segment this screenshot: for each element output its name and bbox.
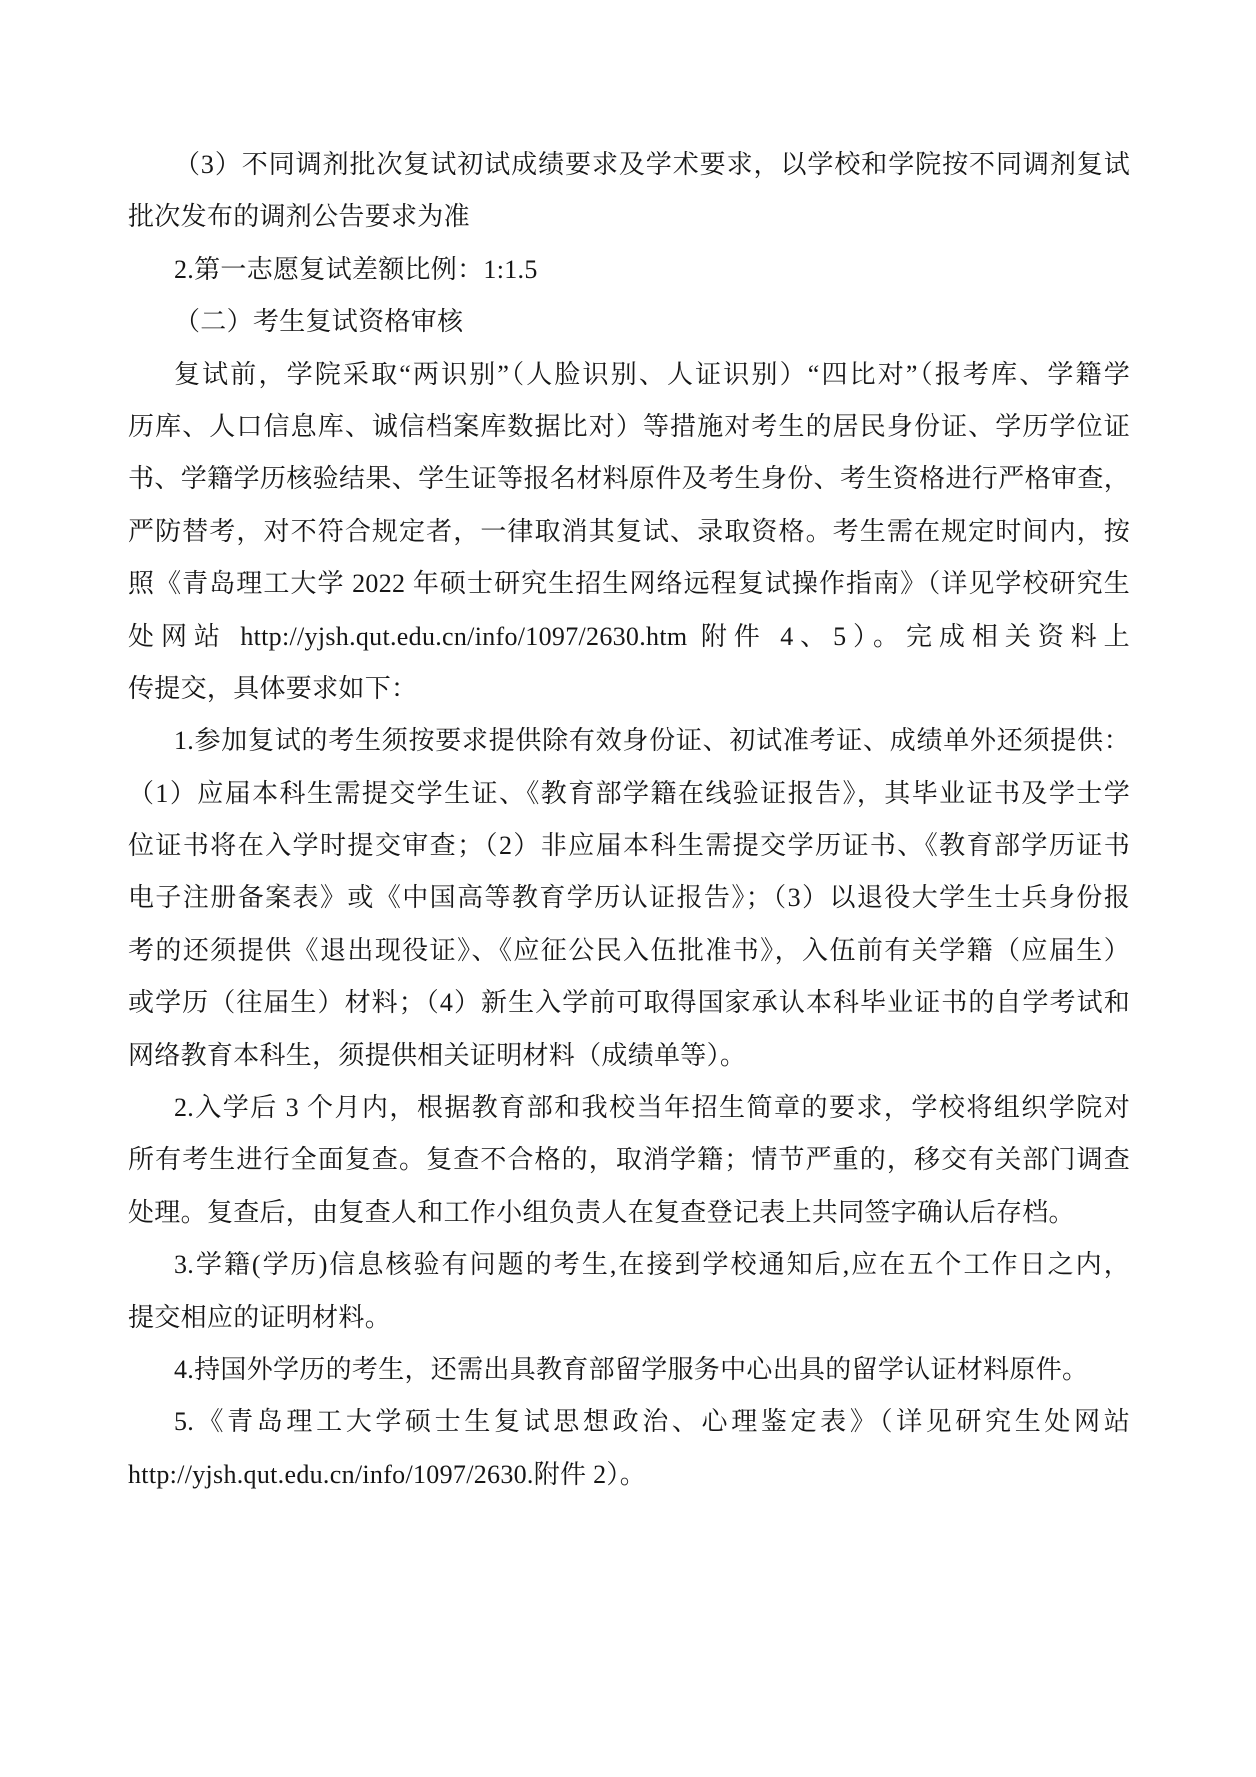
text-line: 严防替考，对不符合规定者，一律取消其复试、录取资格。考生需在规定时间内，按 [128, 516, 1130, 546]
text-line: 书、学籍学历核验结果、学生证等报名材料原件及考生身份、考生资格进行严格审查， [128, 464, 1130, 494]
text-line: 复试前，学院采取“两识别”（人脸识别、人证识别）“四比对”（报考库、学籍学 [174, 359, 1130, 389]
text-line: （3）不同调剂批次复试初试成绩要求及学术要求，以学校和学院按不同调剂复试 [174, 150, 1130, 179]
text-line: 1.参加复试的考生须按要求提供除有效身份证、初试准考证、成绩单外还须提供： [174, 726, 1130, 756]
text-line-with-url: 处网站 http://yjsh.qut.edu.cn/info/1097/2630.htm 附件 4、5）。完成相关资料上 [128, 621, 1130, 651]
section-heading: （二）考生复试资格审核 [174, 307, 464, 337]
text-line: 批次发布的调剂公告要求为准 [128, 202, 470, 232]
text-line: （1）应届本科生需提交学生证、《教育部学籍在线验证报告》，其毕业证书及学士学 [128, 778, 1130, 808]
text-line-with-url: http://yjsh.qut.edu.cn/info/1097/2630.附件 2）。 [128, 1459, 647, 1489]
text-line: 考的还须提供《退出现役证》、《应征公民入伍批准书》，入伍前有关学籍（应届生） [128, 935, 1130, 965]
text-line: 电子注册备案表》或《中国高等教育学历认证报告》；（3）以退役大学生士兵身份报 [128, 883, 1130, 913]
text-line: 传提交，具体要求如下： [128, 673, 418, 703]
text-line: 5.《青岛理工大学硕士生复试思想政治、心理鉴定表》（详见研究生处网站 [174, 1407, 1130, 1437]
text-line: 4.持国外学历的考生，还需出具教育部留学服务中心出具的留学认证材料原件。 [174, 1354, 1089, 1384]
text-line: 2.第一志愿复试差额比例：1:1.5 [174, 254, 538, 284]
text-line: 处理。复查后，由复查人和工作小组负责人在复查登记表上共同签字确认后存档。 [128, 1197, 1075, 1227]
text-line: 提交相应的证明材料。 [128, 1302, 392, 1332]
text-line: 历库、人口信息库、诚信档案库数据比对）等措施对考生的居民身份证、学历学位证 [128, 411, 1130, 441]
text-line: 所有考生进行全面复查。复查不合格的，取消学籍；情节严重的，移交有关部门调查 [128, 1145, 1130, 1175]
text-line: 照《青岛理工大学 2022 年硕士研究生招生网络远程复试操作指南》（详见学校研究生 [128, 569, 1130, 599]
text-line: 网络教育本科生，须提供相关证明材料（成绩单等）。 [128, 1040, 747, 1070]
text-line: 位证书将在入学时提交审查；（2）非应届本科生需提交学历证书、《教育部学历证书 [128, 831, 1130, 861]
text-line: 3.学籍(学历)信息核验有问题的考生,在接到学校通知后,应在五个工作日之内， [174, 1250, 1130, 1280]
text-line: 或学历（往届生）材料；（4）新生入学前可取得国家承认本科毕业证书的自学考试和 [128, 988, 1130, 1018]
text-line: 2.入学后 3 个月内，根据教育部和我校当年招生简章的要求，学校将组织学院对 [174, 1093, 1130, 1123]
